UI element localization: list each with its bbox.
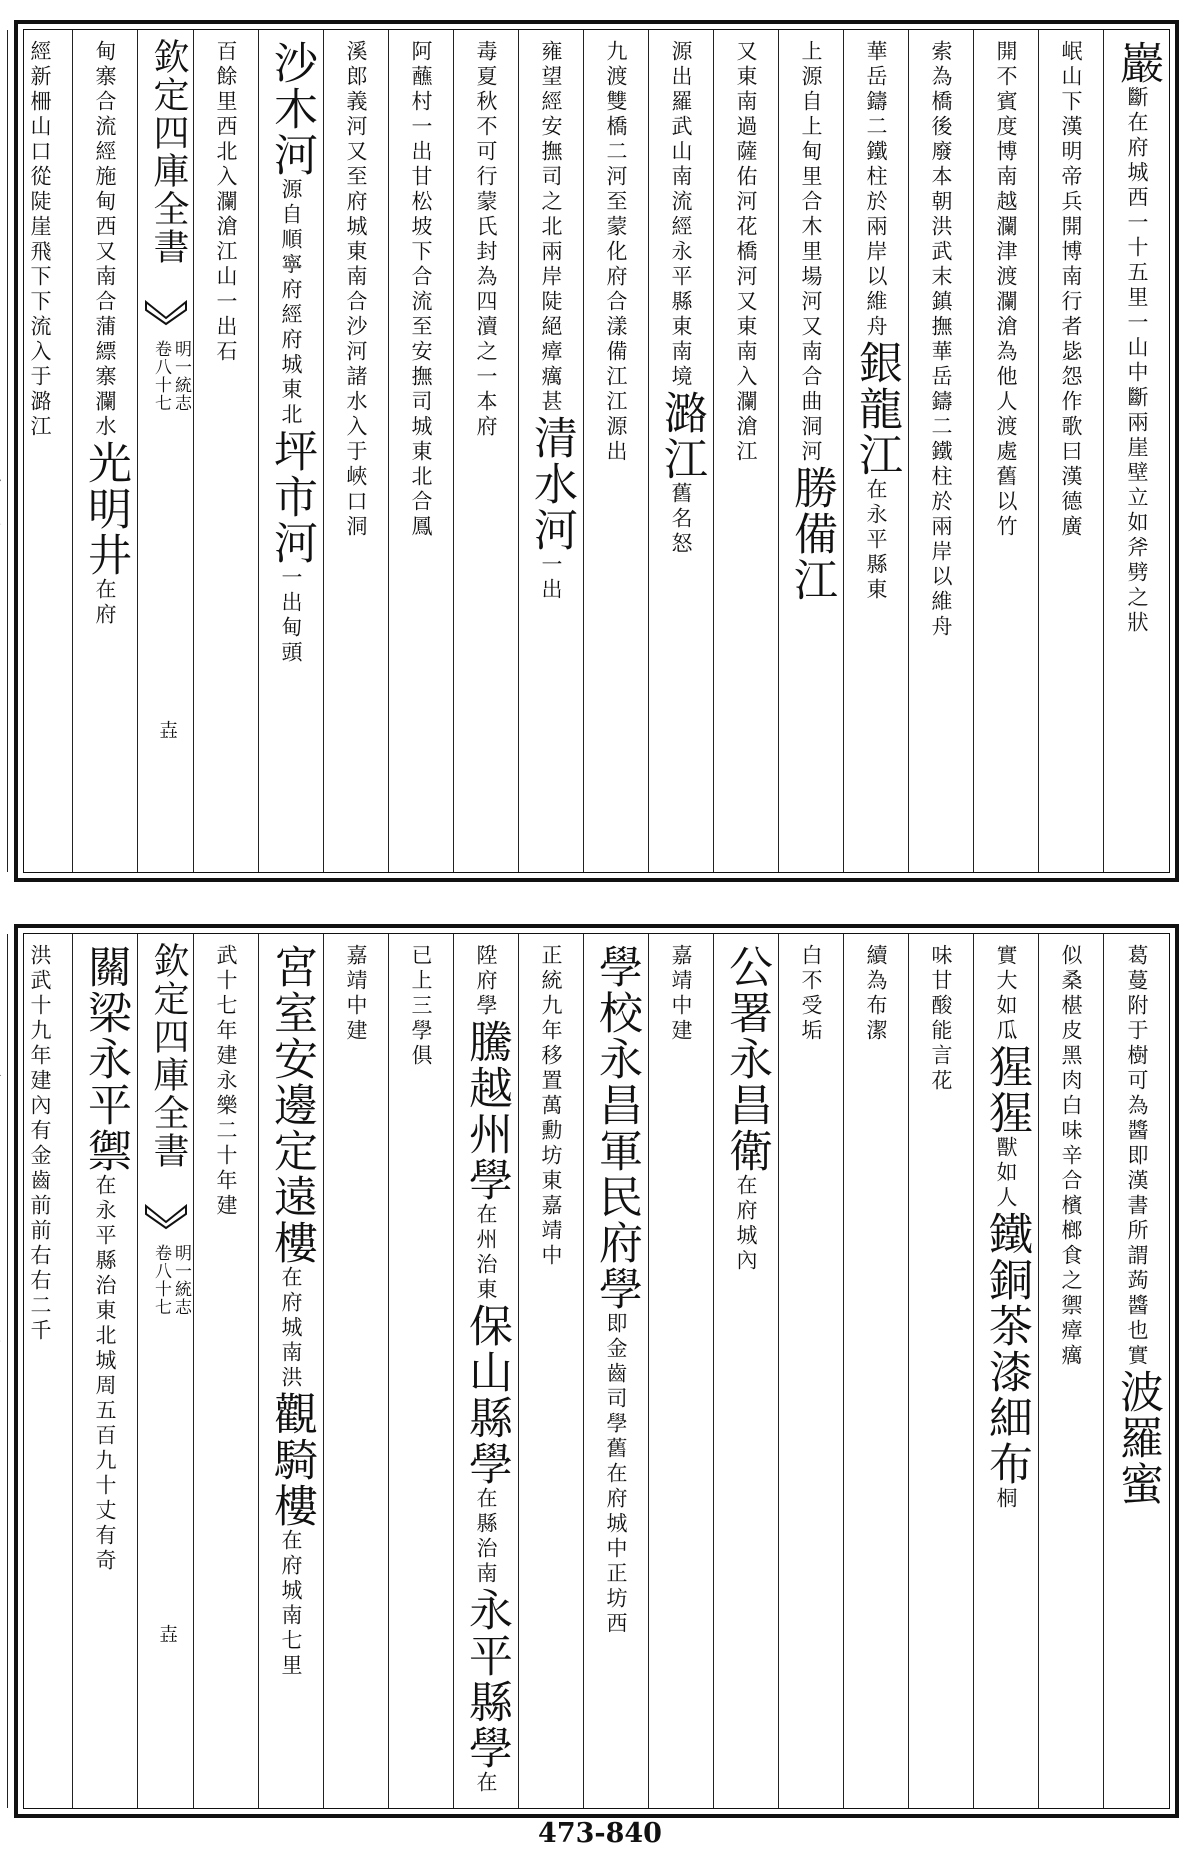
annotation-text: 白不受垢 bbox=[799, 944, 823, 1044]
text-column bbox=[259, 30, 324, 872]
entry-heading: 潞江 bbox=[656, 390, 707, 482]
book-title: 欽定四庫全書 bbox=[148, 38, 189, 266]
annotation-text: 山一出石 bbox=[214, 265, 238, 365]
entry-heading: 關梁 bbox=[80, 944, 131, 1036]
text-column bbox=[584, 30, 649, 872]
entry-heading: 波羅蜜 bbox=[1112, 1369, 1163, 1507]
annotation-text: 又東南過薩佑河花橋河又東南入瀾滄江 bbox=[734, 40, 758, 465]
text-column bbox=[454, 934, 519, 1808]
annotation-text: 味甘酸 bbox=[929, 944, 953, 1019]
text-column bbox=[324, 934, 389, 1808]
annotation-text: 百餘里西北入瀾滄江 bbox=[214, 40, 238, 265]
text-column bbox=[8, 934, 73, 1808]
entry-heading: 巖 bbox=[1112, 40, 1163, 86]
fishtail-mark-icon bbox=[144, 300, 188, 326]
entry-heading bbox=[0, 994, 1, 1132]
annotation-text: 江源出 bbox=[604, 390, 628, 465]
annotation-text: 獸如人 bbox=[994, 1136, 1018, 1211]
annotation-text: 一出甸頭 bbox=[279, 566, 303, 666]
text-column bbox=[1039, 30, 1104, 872]
text-column bbox=[259, 934, 324, 1808]
fishtail-mark-icon bbox=[144, 1204, 188, 1230]
volume-title: 明一統志 bbox=[171, 1244, 191, 1316]
book-title: 欽定四庫全書 bbox=[148, 942, 189, 1170]
annotation-text: 花 bbox=[929, 1069, 953, 1094]
annotation-text: 岷山下漢明帝兵開博南行者毖怨作歌曰漢德廣 bbox=[1059, 40, 1083, 540]
lower-page bbox=[14, 924, 1179, 1818]
annotation-text: 開不賓度博南越瀾津渡瀾滄為他人渡處舊以竹 bbox=[994, 40, 1018, 540]
entry-heading: 學校 bbox=[591, 944, 642, 1036]
leaf-number: 壵 bbox=[156, 1624, 178, 1644]
text-column bbox=[974, 934, 1039, 1808]
annotation-text: 續為布潔 bbox=[864, 944, 888, 1044]
text-column bbox=[73, 30, 138, 872]
annotation-text: 桐 bbox=[994, 1487, 1018, 1512]
annotation-text: 正統九年移置萬勳坊東嘉靖中 bbox=[539, 944, 563, 1269]
entry-heading: 光明井 bbox=[80, 440, 131, 578]
upper-page bbox=[14, 20, 1179, 882]
text-column bbox=[8, 30, 73, 872]
text-column bbox=[909, 30, 974, 872]
center-gutter bbox=[138, 30, 194, 872]
entry-heading: 坪市河 bbox=[266, 428, 317, 566]
entry-heading: 銅 bbox=[981, 1257, 1032, 1303]
annotation-text: 源自順寧府經府城東北 bbox=[279, 178, 303, 428]
entry-heading: 茶 bbox=[981, 1303, 1032, 1349]
text-column bbox=[194, 30, 259, 872]
entry-heading: 保山縣學 bbox=[461, 1303, 512, 1487]
entry-heading: 宮室 bbox=[266, 944, 317, 1036]
annotation-text: 本府 bbox=[474, 390, 498, 440]
text-column bbox=[1039, 934, 1104, 1808]
annotation-text: 在州治東 bbox=[474, 1203, 498, 1303]
text-column bbox=[73, 934, 138, 1808]
annotation-text: 實大如瓜 bbox=[994, 944, 1018, 1044]
annotation-text: 嘉靖中建 bbox=[669, 944, 693, 1044]
text-column bbox=[909, 934, 974, 1808]
text-column bbox=[1104, 30, 1169, 872]
entry-heading bbox=[0, 1257, 1, 1395]
annotation-text: 源出羅武山南流經永平縣東南境 bbox=[669, 40, 693, 390]
entry-heading: 安邊 bbox=[266, 1036, 317, 1128]
entry-heading: 沙木河 bbox=[266, 40, 317, 178]
text-column bbox=[584, 934, 649, 1808]
center-gutter bbox=[138, 934, 194, 1808]
annotation-text: 一出 bbox=[539, 553, 563, 603]
entry-heading: 猩猩 bbox=[981, 1044, 1032, 1136]
volume-title: 明一統志 bbox=[171, 340, 191, 412]
text-column bbox=[779, 30, 844, 872]
text-column bbox=[389, 934, 454, 1808]
annotation-text: 在永平縣東 bbox=[864, 478, 888, 603]
annotation-text: 阿蘸村一出甘松坡下合流至安撫司城東北合鳳 bbox=[409, 40, 433, 540]
annotation-text: 上源自上甸里合木里場河又南合曲洞河 bbox=[799, 40, 823, 465]
annotation-text: 能言 bbox=[929, 1019, 953, 1069]
annotation-text: 雍望經安撫司之北兩岸陡絕瘴癘甚 bbox=[539, 40, 563, 415]
text-column bbox=[844, 934, 909, 1808]
annotation-text: 在府城內 bbox=[734, 1174, 758, 1274]
text-column bbox=[0, 934, 8, 1808]
annotation-text: 索為橋後廢本朝洪武末鎮撫 bbox=[929, 40, 953, 340]
entry-heading: 勝備江 bbox=[786, 465, 837, 603]
entry-heading: 漆 bbox=[981, 1349, 1032, 1395]
annotation-text: 洪武十九年建內有金齒前前右右二千 bbox=[28, 944, 52, 1344]
entry-heading bbox=[0, 440, 1, 532]
annotation-text: 嘉靖中建 bbox=[344, 944, 368, 1044]
annotation-text: 在府 bbox=[93, 578, 117, 628]
annotation-text: 即金齒司學舊在府城中正坊西 bbox=[604, 1312, 628, 1637]
text-column bbox=[714, 934, 779, 1808]
annotation-text: 華岳鑄二鐵柱於兩岸以維舟 bbox=[929, 340, 953, 640]
annotation-text: 在府城南洪 bbox=[279, 1266, 303, 1391]
annotation-text: 在永平縣治東北城周五百九十丈有奇 bbox=[93, 1174, 117, 1574]
annotation-text: 永樂二十年建 bbox=[214, 1069, 238, 1219]
annotation-text: 在縣治南 bbox=[474, 1487, 498, 1587]
annotation-text: 在 bbox=[474, 1771, 498, 1796]
annotation-text: 甸寨合流經施甸西又南合蒲縹寨瀾水 bbox=[93, 40, 117, 440]
entry-heading: 永昌衛 bbox=[721, 1036, 772, 1174]
annotation-text: 武十七年建 bbox=[214, 944, 238, 1069]
annotation-text: 陞府學 bbox=[474, 944, 498, 1019]
annotation-text: 斷在府城西一十五里一山中斷兩崖壁立如斧劈之狀 bbox=[1125, 86, 1149, 636]
text-column bbox=[844, 30, 909, 872]
entry-heading: 觀騎樓 bbox=[266, 1391, 317, 1529]
page-number: 473-840 bbox=[538, 1818, 662, 1849]
volume-number: 卷八十七 bbox=[151, 1244, 171, 1316]
entry-heading: 清水河 bbox=[526, 415, 577, 553]
entry-heading: 定遠樓 bbox=[266, 1128, 317, 1266]
annotation-text: 在府城南七里 bbox=[279, 1529, 303, 1679]
entry-heading bbox=[0, 1695, 1, 1787]
text-column bbox=[779, 934, 844, 1808]
text-column bbox=[1104, 934, 1169, 1808]
annotation-text: 溪郎義河又至府城東南合沙河諸水入于峽口洞 bbox=[344, 40, 368, 540]
text-column bbox=[324, 30, 389, 872]
annotation-text: 已上三學俱 bbox=[409, 944, 433, 1069]
entry-heading: 永昌軍民府學 bbox=[591, 1036, 642, 1312]
text-column bbox=[974, 30, 1039, 872]
annotation-text: 九渡雙橋二河至蒙化府合漾備江 bbox=[604, 40, 628, 390]
text-column bbox=[649, 30, 714, 872]
entry-heading: 騰越州學 bbox=[461, 1019, 512, 1203]
annotation-text: 似桑椹皮黑肉白味辛合檳榔食之禦瘴癘 bbox=[1059, 944, 1083, 1369]
leaf-number: 壵 bbox=[156, 720, 178, 740]
entry-heading: 永平縣學 bbox=[461, 1587, 512, 1771]
text-column bbox=[519, 934, 584, 1808]
entry-heading: 細布 bbox=[981, 1395, 1032, 1487]
text-column bbox=[194, 934, 259, 1808]
annotation-text: 舊名怒 bbox=[669, 482, 693, 557]
lower-text-columns bbox=[24, 934, 1169, 1808]
entry-heading: 銀龍江 bbox=[851, 340, 902, 478]
text-column bbox=[714, 30, 779, 872]
entry-heading: 永平禦 bbox=[80, 1036, 131, 1174]
text-column bbox=[389, 30, 454, 872]
text-column bbox=[454, 30, 519, 872]
text-column bbox=[519, 30, 584, 872]
annotation-text: 毒夏秋不可行蒙氏封為四瀆之一 bbox=[474, 40, 498, 390]
upper-text-columns bbox=[24, 30, 1169, 872]
annotation-text: 經新柵山口從陡崖飛下下流入于潞江 bbox=[28, 40, 52, 440]
annotation-text: 華岳鑄二鐵柱於兩岸以維舟 bbox=[864, 40, 888, 340]
annotation-text: 葛蔓附于樹可為醬即漢書所謂蒟醬也實 bbox=[1125, 944, 1149, 1369]
text-column bbox=[649, 934, 714, 1808]
entry-heading: 公署 bbox=[721, 944, 772, 1036]
text-column bbox=[0, 30, 8, 872]
volume-number: 卷八十七 bbox=[151, 340, 171, 412]
entry-heading: 鐵 bbox=[981, 1211, 1032, 1257]
